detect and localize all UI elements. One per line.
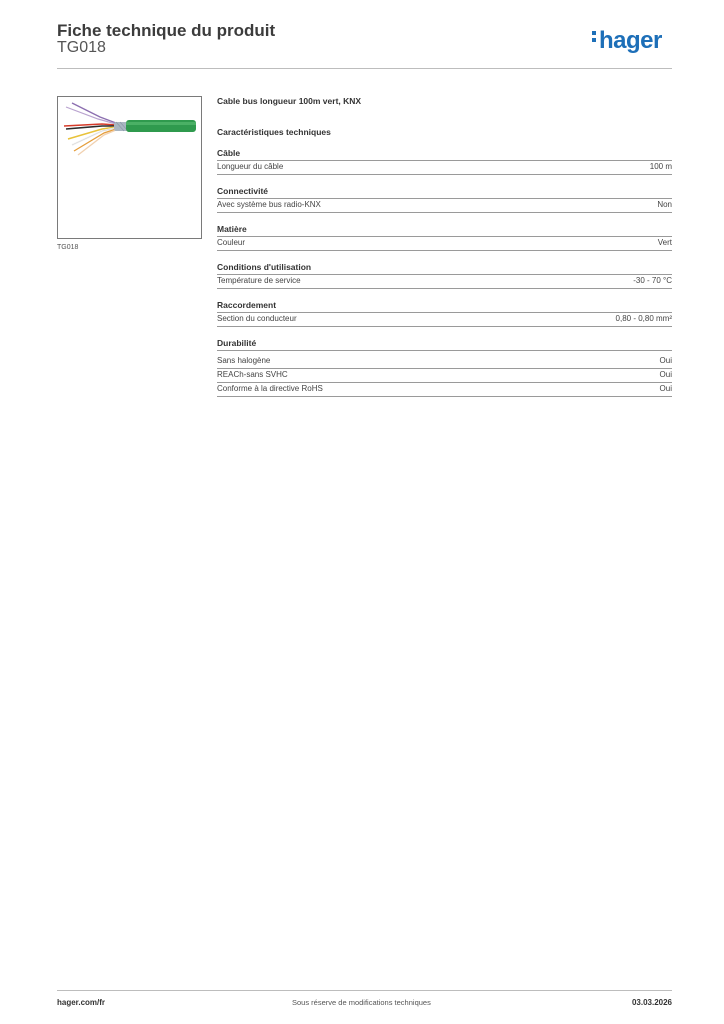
group-title: Connectivité (217, 186, 672, 199)
group-title: Câble (217, 148, 672, 161)
header-divider (57, 68, 672, 69)
group-conditions (217, 262, 672, 289)
group-title: Matière (217, 224, 672, 237)
footer-date: 03.03.2026 (631, 998, 672, 1007)
spec-value: -30 - 70 °C (633, 276, 672, 285)
spec-label: Avec système bus radio-KNX (217, 200, 321, 209)
product-description: Cable bus longueur 100m vert, KNX (217, 96, 362, 106)
spec-label: Conforme à la directive RoHS (217, 384, 323, 393)
cable-illustration-icon (58, 97, 201, 238)
spec-value: Oui (659, 356, 672, 365)
footer-notice: Sous réserve de modifications techniques (292, 998, 431, 1007)
spec-row (217, 369, 672, 383)
group-matiere (217, 224, 672, 251)
group-connectivite (217, 186, 672, 213)
group-title: Raccordement (217, 300, 672, 313)
product-code: TG018 (57, 39, 106, 56)
spec-label: Couleur (217, 238, 246, 247)
spec-value: 0,80 - 0,80 mm² (615, 314, 672, 323)
spec-value: 100 m (649, 162, 672, 171)
spec-value: Oui (659, 384, 672, 393)
hager-logo (592, 27, 662, 55)
spec-row (217, 275, 672, 289)
group-durabilite (217, 338, 672, 397)
spec-label: Section du conducteur (217, 314, 297, 323)
spec-label: Température de service (217, 276, 301, 285)
spec-value: Vert (657, 238, 672, 247)
spec-row (217, 355, 672, 369)
image-caption: TG018 (57, 244, 79, 251)
footer-website-link[interactable]: hager.com/fr (57, 998, 106, 1007)
spec-row (217, 383, 672, 397)
group-title: Conditions d'utilisation (217, 262, 672, 275)
spec-label: REACh-sans SVHC (217, 370, 288, 379)
logo-text: hager (599, 27, 662, 54)
spec-value: Oui (659, 370, 672, 379)
product-image (57, 96, 202, 239)
spec-row (217, 161, 672, 175)
group-title: Durabilité (217, 338, 672, 351)
logo-colon-icon (592, 31, 596, 45)
specifications (217, 96, 672, 408)
spec-row (217, 313, 672, 327)
spec-label: Longueur du câble (217, 162, 284, 171)
page-title: Fiche technique du produit (57, 21, 276, 40)
spec-value: Non (657, 200, 672, 209)
spec-row (217, 199, 672, 213)
group-cable (217, 148, 672, 175)
characteristics-heading: Caractéristiques techniques (217, 127, 331, 137)
spec-label: Sans halogène (217, 356, 271, 365)
spec-row (217, 237, 672, 251)
footer-divider (57, 990, 672, 991)
group-raccordement (217, 300, 672, 327)
